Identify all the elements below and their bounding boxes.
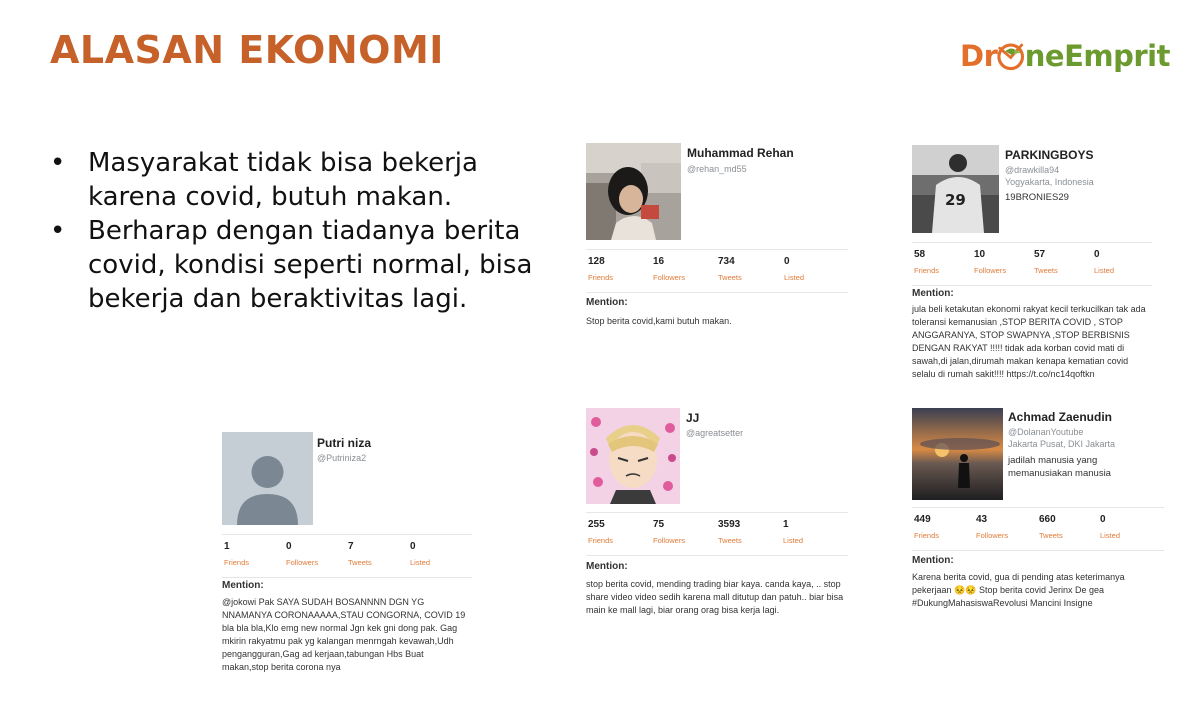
stat-label: Followers xyxy=(653,273,686,282)
stats-row xyxy=(586,512,848,556)
profile-name: Putri niza xyxy=(317,436,372,450)
stat-followers xyxy=(653,519,685,545)
stat-label: Friends xyxy=(588,273,614,282)
mention-heading: Mention: xyxy=(222,580,264,591)
stat-value: 0 xyxy=(286,541,292,552)
stats-row xyxy=(912,507,1164,551)
profile-name: JJ xyxy=(686,411,700,425)
stat-label: Tweets xyxy=(348,558,372,567)
mention-text: Stop berita covid,kami butuh makan. xyxy=(586,316,732,326)
stat-label: Followers xyxy=(974,266,1007,275)
mention-text: Karena berita covid, gua di pending atas keterimanya pekerjaan 😣😣 Stop berita covid Jerinx De gea #DukungMahasiswaRevolusi Mancini Insigne xyxy=(912,572,1125,608)
stat-value: 0 xyxy=(1100,514,1106,525)
mention-text: jula beli ketakutan ekonomi rakyat kecil terkucilkan tak ada toleransi kemanusian ,STOP BERITA COVID , STOP ANGGARANYA, STOP SWAPNYA ,STOP BERBISNIS DENGAN RAKYAT !!!!! tidak ada korban covid mati di sawah,di jalan,dirumah makan kenapa kematian covid selalu di rumah sakit!!!! https://t.co/nc14qoftkn xyxy=(912,304,1146,379)
stat-label: Followers xyxy=(976,531,1009,540)
stat-value: 0 xyxy=(784,256,790,267)
stat-value: 10 xyxy=(974,249,986,260)
svg-text:29: 29 xyxy=(945,191,966,209)
stat-followers xyxy=(653,256,685,282)
avatar xyxy=(222,432,313,525)
stat-value: 449 xyxy=(914,514,931,525)
profile-handle: @drawkilla94 xyxy=(1005,165,1060,175)
stat-listed xyxy=(1094,249,1114,275)
logo-suffix: neEmprit xyxy=(1024,39,1170,73)
profile-handle: @agreatsetter xyxy=(686,428,744,438)
stat-label: Listed xyxy=(1094,266,1115,275)
mention-heading: Mention: xyxy=(912,555,954,566)
profile-name: Achmad Zaenudin xyxy=(1008,410,1113,424)
mention-heading: Mention: xyxy=(586,297,628,308)
logo-prefix: Dr xyxy=(960,39,998,73)
bullet-list xyxy=(50,146,550,316)
drone-bird-icon xyxy=(995,36,1026,76)
sunset-avatar-icon xyxy=(912,408,1003,500)
stat-label: Listed xyxy=(1100,531,1121,540)
avatar xyxy=(586,408,680,504)
stat-friends xyxy=(914,249,939,275)
avatar xyxy=(586,143,681,240)
profile-bio: 19BRONIES29 xyxy=(1005,192,1069,203)
avatar xyxy=(912,408,1003,500)
profile-card-parkingboys xyxy=(912,145,1152,379)
profile-card-putri xyxy=(222,432,472,672)
mention-text: stop berita covid, mending trading biar kaya. canda kaya, .. stop share video video sedih karena mall ditutup dan patuh.. biar bisa main ke mall lagi, biar orang orag bisa kerja lagi. xyxy=(586,579,844,615)
slide-title: ALASAN EKONOMI xyxy=(50,28,444,72)
avatar-photo-icon xyxy=(912,145,999,233)
mention-text: @jokowi Pak SAYA SUDAH BOSANNNN DGN YG NNAMANYA CORONAAAAA,STAU CONGORNA, COVID 19 bla bla bla,Klo emg new normal Jgn kek gni dong pak. Gag mkirin rakyatmu pak yg kalangan menrngah kevawah,Udh pengangguran,Gag ad kerjaan,tabungan Hbs Buat makan,stop berita corona nya xyxy=(222,597,466,672)
stat-followers xyxy=(974,249,1006,275)
anime-avatar-icon xyxy=(586,408,680,504)
stat-value: 1 xyxy=(224,541,230,552)
mention-heading: Mention: xyxy=(912,288,954,299)
profile-card-achmad xyxy=(912,408,1164,608)
stat-listed xyxy=(784,256,804,282)
stat-value: 7 xyxy=(348,541,354,552)
stats-row xyxy=(586,249,848,293)
stat-label: Friends xyxy=(588,536,614,545)
stat-label: Friends xyxy=(914,266,940,275)
stat-label: Tweets xyxy=(718,273,742,282)
profile-handle: @Putriniza2 xyxy=(317,453,367,463)
stat-label: Listed xyxy=(784,273,805,282)
stat-listed xyxy=(1100,514,1120,540)
stat-friends xyxy=(588,519,613,545)
stat-value: 3593 xyxy=(718,519,741,530)
mention-heading: Mention: xyxy=(586,561,628,572)
stat-value: 255 xyxy=(588,519,605,530)
stat-listed xyxy=(410,541,430,567)
stat-label: Tweets xyxy=(1034,266,1058,275)
profile-name: Muhammad Rehan xyxy=(687,146,794,160)
stats-row xyxy=(912,242,1152,286)
stat-value: 0 xyxy=(1094,249,1100,260)
profile-handle: @rehan_md55 xyxy=(687,164,747,174)
stat-value: 660 xyxy=(1039,514,1056,525)
avatar-photo-icon xyxy=(586,143,681,240)
stat-tweets xyxy=(1039,514,1063,540)
profile-location: Yogyakarta, Indonesia xyxy=(1005,177,1094,187)
stat-label: Friends xyxy=(224,558,250,567)
profile-bio: jadilah manusia yang memanusiakan manusia xyxy=(1008,455,1111,479)
stats-row xyxy=(222,534,472,578)
stat-label: Listed xyxy=(410,558,431,567)
profile-card-rehan xyxy=(586,143,848,343)
stat-tweets xyxy=(348,541,372,567)
profile-card-jj xyxy=(586,408,848,623)
stat-value: 1 xyxy=(783,519,789,530)
profile-name: PARKINGBOYS xyxy=(1005,148,1094,162)
drone-emprit-logo xyxy=(960,26,1170,86)
stat-friends xyxy=(914,514,939,540)
stat-followers xyxy=(976,514,1008,540)
stat-tweets xyxy=(718,519,742,545)
stat-value: 75 xyxy=(653,519,665,530)
default-profile-icon xyxy=(222,432,313,525)
stat-label: Tweets xyxy=(1039,531,1063,540)
bullet-item: • Masyarakat tidak bisa bekerja karena covid, butuh makan. xyxy=(50,146,550,214)
stat-value: 43 xyxy=(976,514,988,525)
profile-location: Jakarta Pusat, DKI Jakarta xyxy=(1008,439,1116,449)
stat-value: 0 xyxy=(410,541,416,552)
profile-handle: @DolananYoutube xyxy=(1008,427,1084,437)
stat-label: Tweets xyxy=(718,536,742,545)
bullet-item: • Berharap dengan tiadanya berita covid, kondisi seperti normal, bisa bekerja dan beraktivitas lagi. xyxy=(50,214,550,316)
stat-label: Friends xyxy=(914,531,940,540)
stat-value: 58 xyxy=(914,249,926,260)
stat-listed xyxy=(783,519,803,545)
stat-tweets xyxy=(1034,249,1058,275)
stat-friends xyxy=(224,541,249,567)
stat-label: Followers xyxy=(653,536,686,545)
stat-tweets xyxy=(718,256,742,282)
stat-value: 16 xyxy=(653,256,665,267)
stat-value: 57 xyxy=(1034,249,1046,260)
avatar xyxy=(912,145,999,233)
stat-friends xyxy=(588,256,613,282)
stat-label: Followers xyxy=(286,558,319,567)
stat-followers xyxy=(286,541,318,567)
stat-value: 128 xyxy=(588,256,605,267)
stat-value: 734 xyxy=(718,256,735,267)
stat-label: Listed xyxy=(783,536,804,545)
